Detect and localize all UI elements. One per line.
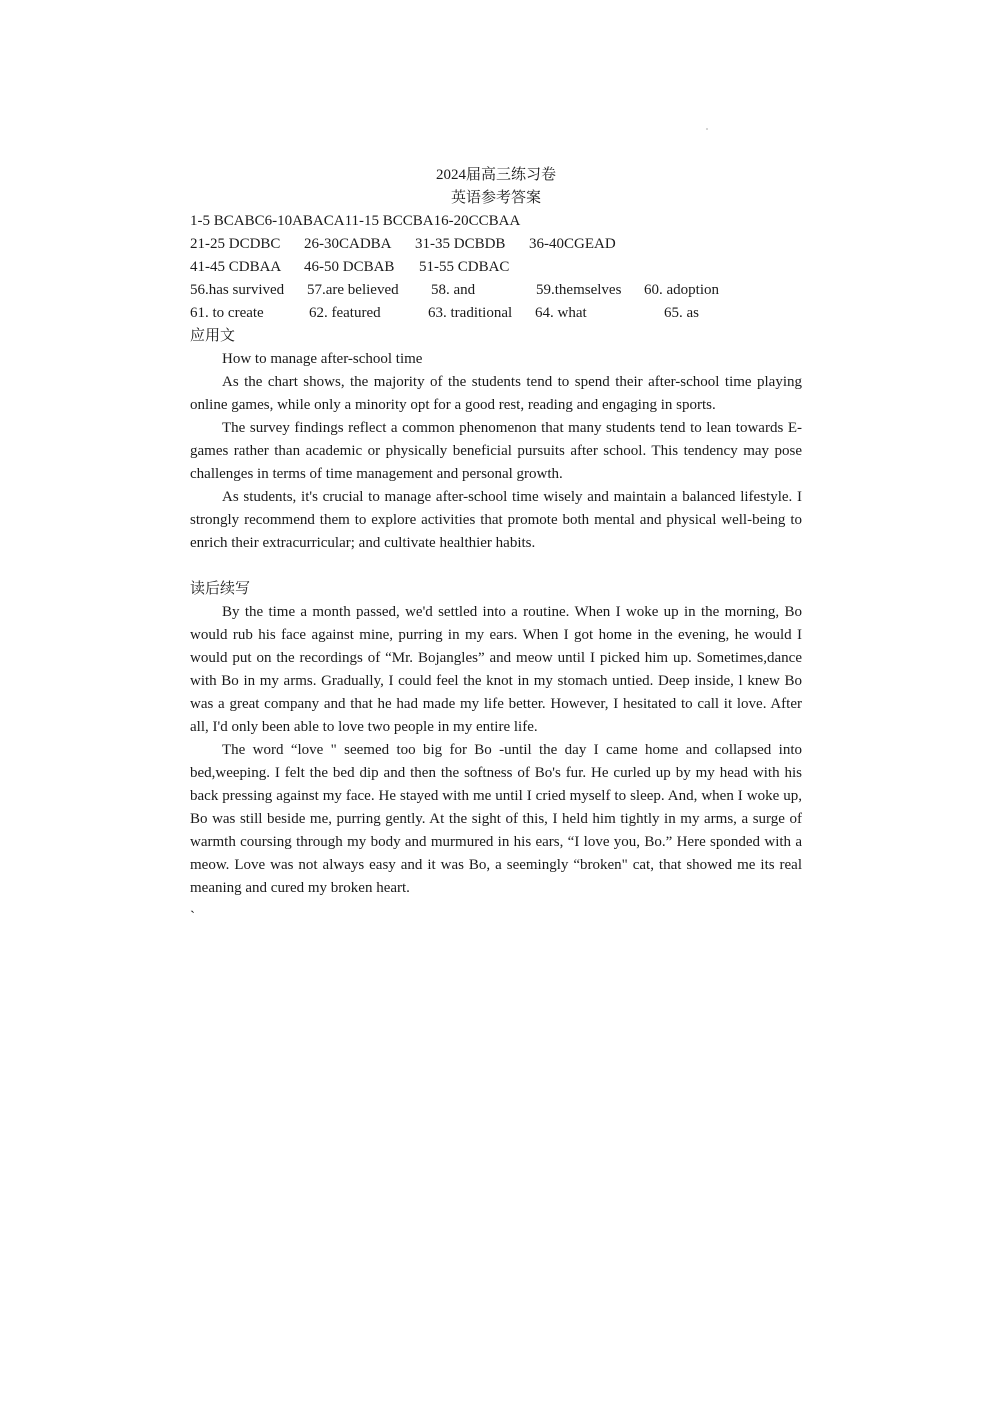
answer-row-1 <box>190 210 810 233</box>
answer-item: 56.has survived <box>190 282 285 298</box>
answer-key <box>190 210 810 325</box>
answer-group: 46-50 DCBAB <box>304 259 395 275</box>
answer-group: 1-5 BCABC6-10ABACA11-15 BCCBA16-20CCBAA <box>190 213 521 229</box>
scan-speck <box>706 128 708 130</box>
essay-paragraph: The word “love " seemed too big for Bo -until the day I came home and collapsed into bed,weeping. I felt the bed dip and then the softness of Bo's fur. He curled up by my head with his back pressing against my face. He stayed with me until I cried myself to sleep. And, when I woke up, Bo was still beside me, purring gently. At the sight of this, I held him tightly in my arms, a surge of warmth coursing through my body and murmured in his ears, “I love you, Bo.” Here sponded with a meow. Love was not always easy and it was Bo, a seemingly “broken" cat, that showed me its real meaning and cured my broken heart. <box>190 742 802 896</box>
answer-row-3 <box>190 256 810 279</box>
answer-item: 57.are believed <box>307 282 399 298</box>
answer-group: 26-30CADBA <box>304 236 392 252</box>
section-label-continuation-writing: 读后续写 <box>190 581 251 597</box>
document-subtitle: 英语参考答案 <box>450 190 541 206</box>
answer-row-2 <box>190 233 810 256</box>
answer-item: 62. featured <box>309 305 381 321</box>
answer-item: 59.themselves <box>536 282 622 298</box>
applied-writing-essay <box>190 348 802 555</box>
essay-paragraph: By the time a month passed, we'd settled into a routine. When I woke up in the morning, Bo would rub his face against mine, purring in my ears. When I got home in the evening, he would I would put on the recordings of “Mr. Bojangles” and meow until I picked him up. Sometimes,dance with Bo in my arms. Gradually, I could feel the knot in my stomach untied. Deep inside, l knew Bo was a great company and that he had made my life better. However, I hesitated to call it love. After all, I'd only been able to love two people in my entire life. <box>190 604 802 735</box>
stray-mark: ` <box>190 909 195 925</box>
answer-item: 65. as <box>664 305 699 321</box>
section-label-applied-writing: 应用文 <box>190 328 236 344</box>
answer-group: 41-45 CDBAA <box>190 259 282 275</box>
answer-row-5 <box>190 302 810 325</box>
answer-group: 51-55 CDBAC <box>419 259 510 275</box>
continuation-writing-essay <box>190 601 802 900</box>
essay-paragraph: The survey findings reflect a common phenomenon that many students tend to lean towards E-games rather than academic or physically beneficial pursuits after school. This tendency may pose challenges in terms of time management and personal growth. <box>190 420 802 482</box>
answer-item: 64. what <box>535 305 587 321</box>
answer-group: 31-35 DCBDB <box>415 236 506 252</box>
essay-paragraph: As the chart shows, the majority of the students tend to spend their after-school time playing online games, while only a minority opt for a good rest, reading and engaging in sports. <box>190 374 802 413</box>
answer-row-4 <box>190 279 810 302</box>
answer-item: 58. and <box>431 282 476 298</box>
document-title: 2024届高三练习卷 <box>435 167 556 183</box>
answer-group: 21-25 DCDBC <box>190 236 281 252</box>
answer-item: 63. traditional <box>428 305 513 321</box>
answer-item: 61. to create <box>190 305 264 321</box>
answer-group: 36-40CGEAD <box>529 236 616 252</box>
essay-paragraph: As students, it's crucial to manage after-school time wisely and maintain a balanced lifestyle. I strongly recommend them to explore activities that promote both mental and physical well-being to enrich their extracurricular; and cultivate healthier habits. <box>190 489 802 551</box>
essay-heading: How to manage after-school time <box>222 351 423 367</box>
answer-item: 60. adoption <box>644 282 719 298</box>
